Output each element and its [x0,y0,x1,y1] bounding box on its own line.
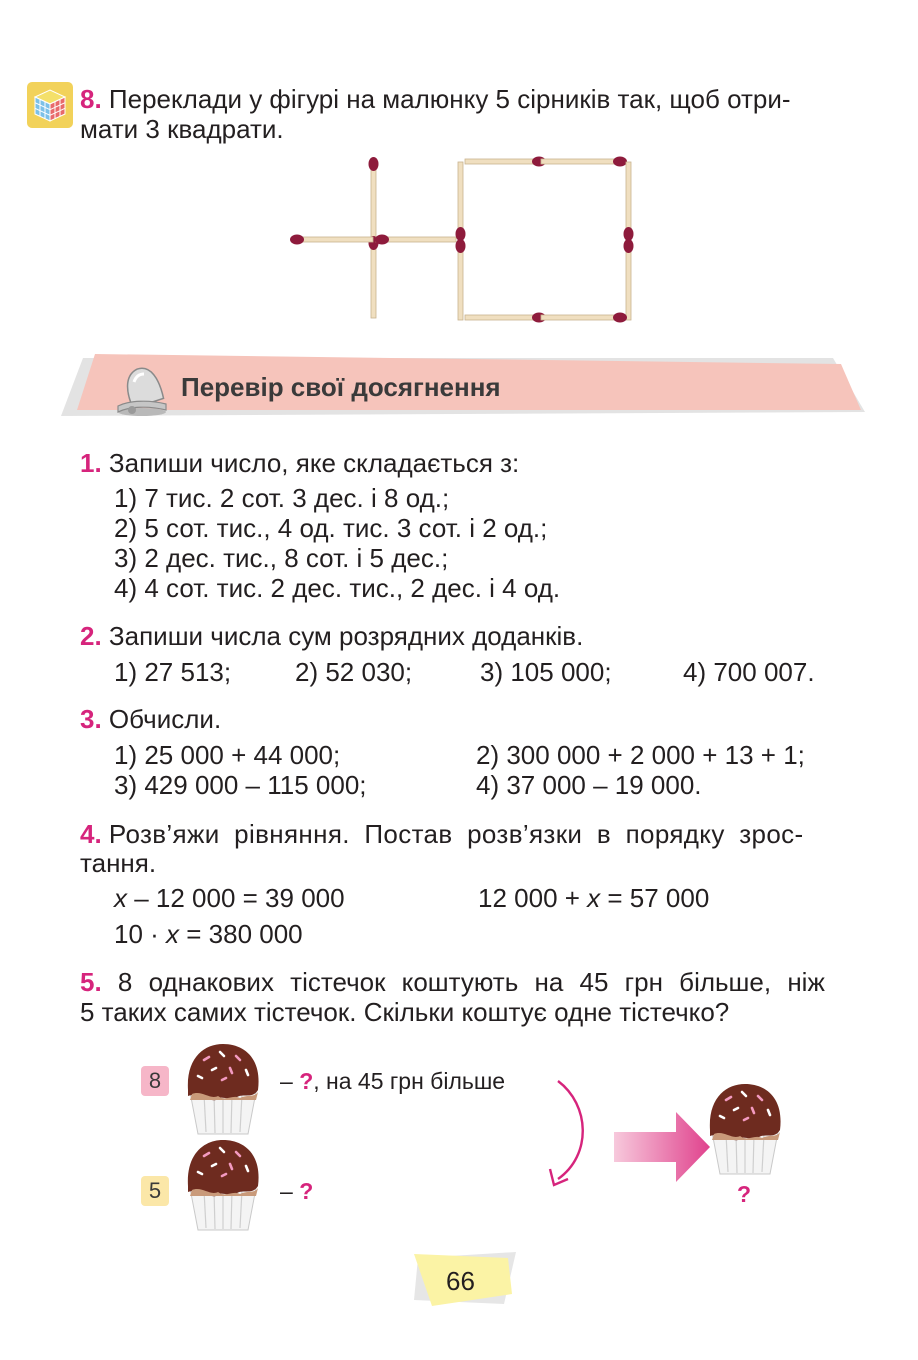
task8-text: Переклади у фігурі на малюнку 5 сірників так, щоб отри- [108,84,791,114]
match [375,235,456,245]
equation-3 [114,919,303,950]
match [541,157,627,167]
task8-line2: мати 3 квадрати. [80,114,284,144]
task5-text: 8 однакових тістечок коштують на 45 грн більше, ніж [117,967,825,997]
match [456,239,466,320]
match [456,162,466,241]
match [624,162,634,241]
task5-line1 [80,967,825,998]
arrow-right-icon [614,1112,710,1182]
match [369,236,379,318]
task2-item: 4) 700 007. [683,657,815,687]
variable-x: x [587,883,601,913]
task4-number: 4. [80,819,102,849]
task1-heading [80,448,519,479]
task2-heading [80,621,583,652]
matchstick-figure [285,150,645,330]
result-question-mark: ? [737,1181,752,1207]
task1-number: 1. [80,448,102,478]
task3-text: Обчисли. [108,704,222,734]
cupcake-icon [704,1080,786,1176]
match [624,239,634,320]
task2-text: Запиши числа сум розрядних доданків. [108,621,584,651]
task4-line2: тання. [80,848,157,878]
task1-item: 3) 2 дес. тис., 8 сот. і 5 дес.; [114,543,449,573]
cupcake-icon [182,1040,264,1136]
bell-icon [110,360,174,418]
badge-5: 5 [141,1176,169,1206]
match [465,313,546,323]
task8-number: 8. [80,84,102,114]
task4-text: Розв’яжи рівняння. Постав розв’язки в порядку зрос- [108,819,804,849]
task2-item: 2) 52 030; [295,657,413,687]
match [290,235,373,245]
match [541,313,627,323]
task2-item: 3) 105 000; [480,657,612,687]
task3-item: 3) 429 000 – 115 000; [114,770,367,800]
question-mark: ? [299,1178,314,1204]
rubiks-cube-icon [27,82,73,128]
section-title: Перевір свої досягнення [181,372,501,402]
equation-text: = 57 000 [600,883,710,913]
task3-item: 4) 37 000 – 19 000. [476,770,702,800]
task-icon [27,82,73,128]
match [369,157,379,239]
equation-text: = 380 000 [179,919,303,949]
task1-text: Запиши число, яке складається з: [108,448,520,478]
curved-arrow-icon [540,1075,600,1190]
task4-line1 [80,819,845,850]
task3-heading [80,704,221,735]
task3-item: 2) 300 000 + 2 000 + 13 + 1; [476,740,805,770]
dash: – [280,1178,300,1204]
dash: – [280,1068,300,1094]
task8-line1 [80,84,791,115]
bell-icon-wrap [110,360,174,418]
question-mark: ? [299,1068,314,1094]
task3-number: 3. [80,704,102,734]
more-text: , на 45 грн більше [313,1068,506,1094]
cost-5-label [280,1178,313,1205]
page-number: 66 [446,1266,475,1296]
task3-item: 1) 25 000 + 44 000; [114,740,341,770]
badge-8: 8 [141,1066,169,1096]
task1-item: 2) 5 сот. тис., 4 од. тис. 3 сот. і 2 од.; [114,513,548,543]
cost-8-label [280,1068,505,1095]
task5-line2: 5 таких самих тістечок. Скільки коштує одне тістечко? [80,997,730,1027]
task2-number: 2. [80,621,102,651]
equation-text: 12 000 + [478,883,588,913]
cupcake-icon [182,1136,264,1232]
match [465,157,546,167]
equation-1 [114,883,345,914]
equation-text: 10 · [114,919,167,949]
equation-2 [478,883,709,914]
variable-x: x [114,883,127,913]
equation-text: – 12 000 = 39 000 [127,883,345,913]
task5-number: 5. [80,967,102,997]
task1-item: 1) 7 тис. 2 сот. 3 дес. і 8 од.; [114,483,450,513]
task1-item: 4) 4 сот. тис. 2 дес. тис., 2 дес. і 4 од. [114,573,561,603]
variable-x: x [166,919,180,949]
task2-item: 1) 27 513; [114,657,232,687]
